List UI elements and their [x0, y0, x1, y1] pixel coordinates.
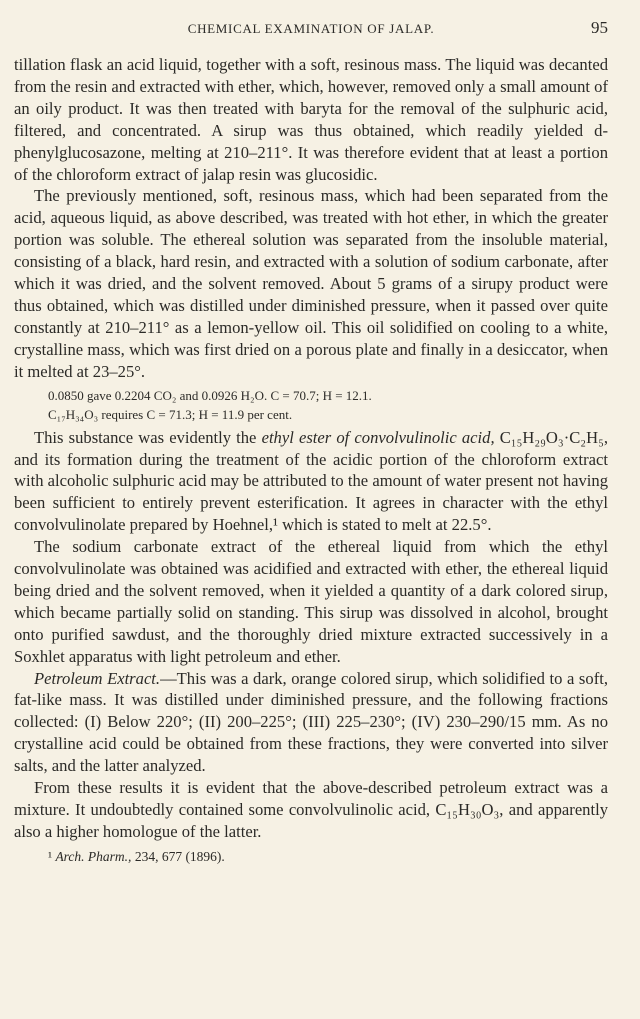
- ethyl-ester-body: C₁₅H₂₉O₃·C₂H₅, and its formation during the treatment of the acidic portion of the chloroform extract with alcoholic sulphuric acid may be attributed to the amount of water present not having been sufficient to entirely prevent esterification. It agrees in character with the ethyl convolvulinolate prepared by Hoehnel,¹ which is stated to melt at 22.5°.: [14, 427, 608, 535]
- footnote-citation: 234, 677 (1896).: [131, 848, 225, 864]
- running-title: CHEMICAL EXAMINATION OF JALAP.: [187, 21, 435, 36]
- footnote-source: Arch. Pharm.,: [55, 848, 132, 864]
- page-number: 95: [591, 18, 608, 37]
- footnote: [14, 847, 608, 867]
- body-text: [14, 54, 608, 843]
- petroleum-extract-body: —This was a dark, orange colored sirup, which solidified to a soft, fat-like mass. It was distilled under diminished pressure, and the following fractions collected: (I) Below 220°; (II) 200–225°; (III) 225–230°; (IV) 230–290/15 mm. As no crystalline acid could be obtained from these fractions, they were converted into silver salts, and the latter analyzed.: [14, 668, 608, 776]
- paragraph-conclusion: From these results it is evident that the above-described petroleum extract was a mixture. It undoubtedly contained some convolvulinolic acid, C₁₅H₃₀O₃, and apparently also a higher homologue of the latter.: [14, 778, 608, 841]
- ethyl-ester-lead: This substance was evidently the: [34, 427, 262, 447]
- running-head: [14, 18, 608, 42]
- paragraph-resinous-mass: The previously mentioned, soft, resinous mass, which had been separated from the acid, aqueous liquid, as above described, was treated with hot ether, in which the greater portion was soluble. The ethereal solution was separated from the insoluble material, consisting of a black, hard resin, and extracted with a solution of sodium carbonate, after which it was dried, and the solvent removed. About 5 grams of a sirupy product were thus obtained, which was distilled under diminished pressure, when it passed over quite constantly at 210–211° as a lemon-yellow oil. This oil solidified on cooling to a white, crystalline mass, which was first dried on a porous plate and finally in a desiccator, when it melted at 23–25°.: [14, 186, 608, 381]
- footnote-mark: ¹: [48, 848, 53, 864]
- paragraph-continued: tillation flask an acid liquid, together with a soft, resinous mass. The liquid was decanted from the resin and extracted with ether, which, however, removed only a small amount of an oily product. It was then treated with baryta for the removal of the sulphuric acid, filtered, and concentrated. A sirup was thus obtained, which readily yielded d-phenylglucosazone, melting at 210–211°. It was therefore evident that at least a portion of the chloroform extract of jalap resin was glucosidic.: [14, 55, 608, 184]
- petroleum-extract-heading: Petroleum Extract.: [34, 668, 161, 688]
- ethyl-ester-name: ethyl ester of convolvulinolic acid,: [261, 427, 495, 447]
- analysis-requires: C₁₇H₃₄O₃ requires C = 71.3; H = 11.9 per cent.: [48, 406, 293, 422]
- paragraph-petroleum-extract: [14, 668, 608, 778]
- analysis-result: 0.0850 gave 0.2204 CO₂ and 0.0926 H₂O. C = 70.7; H = 12.1.: [48, 387, 372, 403]
- paragraph-ethyl-ester: [14, 427, 608, 537]
- document-page: [14, 18, 608, 867]
- paragraph-sodium-carbonate: The sodium carbonate extract of the ethereal liquid from which the ethyl convolvulinolate was obtained was acidified and extracted with ether, the ethereal liquid being dried and the solvent removed, when it yielded a quantity of a dark colored sirup, which became partially solid on standing. This sirup was dissolved in alcohol, brought onto purified sawdust, and the thoroughly dried mixture extracted successively in a Soxhlet apparatus with light petroleum and ether.: [14, 537, 608, 666]
